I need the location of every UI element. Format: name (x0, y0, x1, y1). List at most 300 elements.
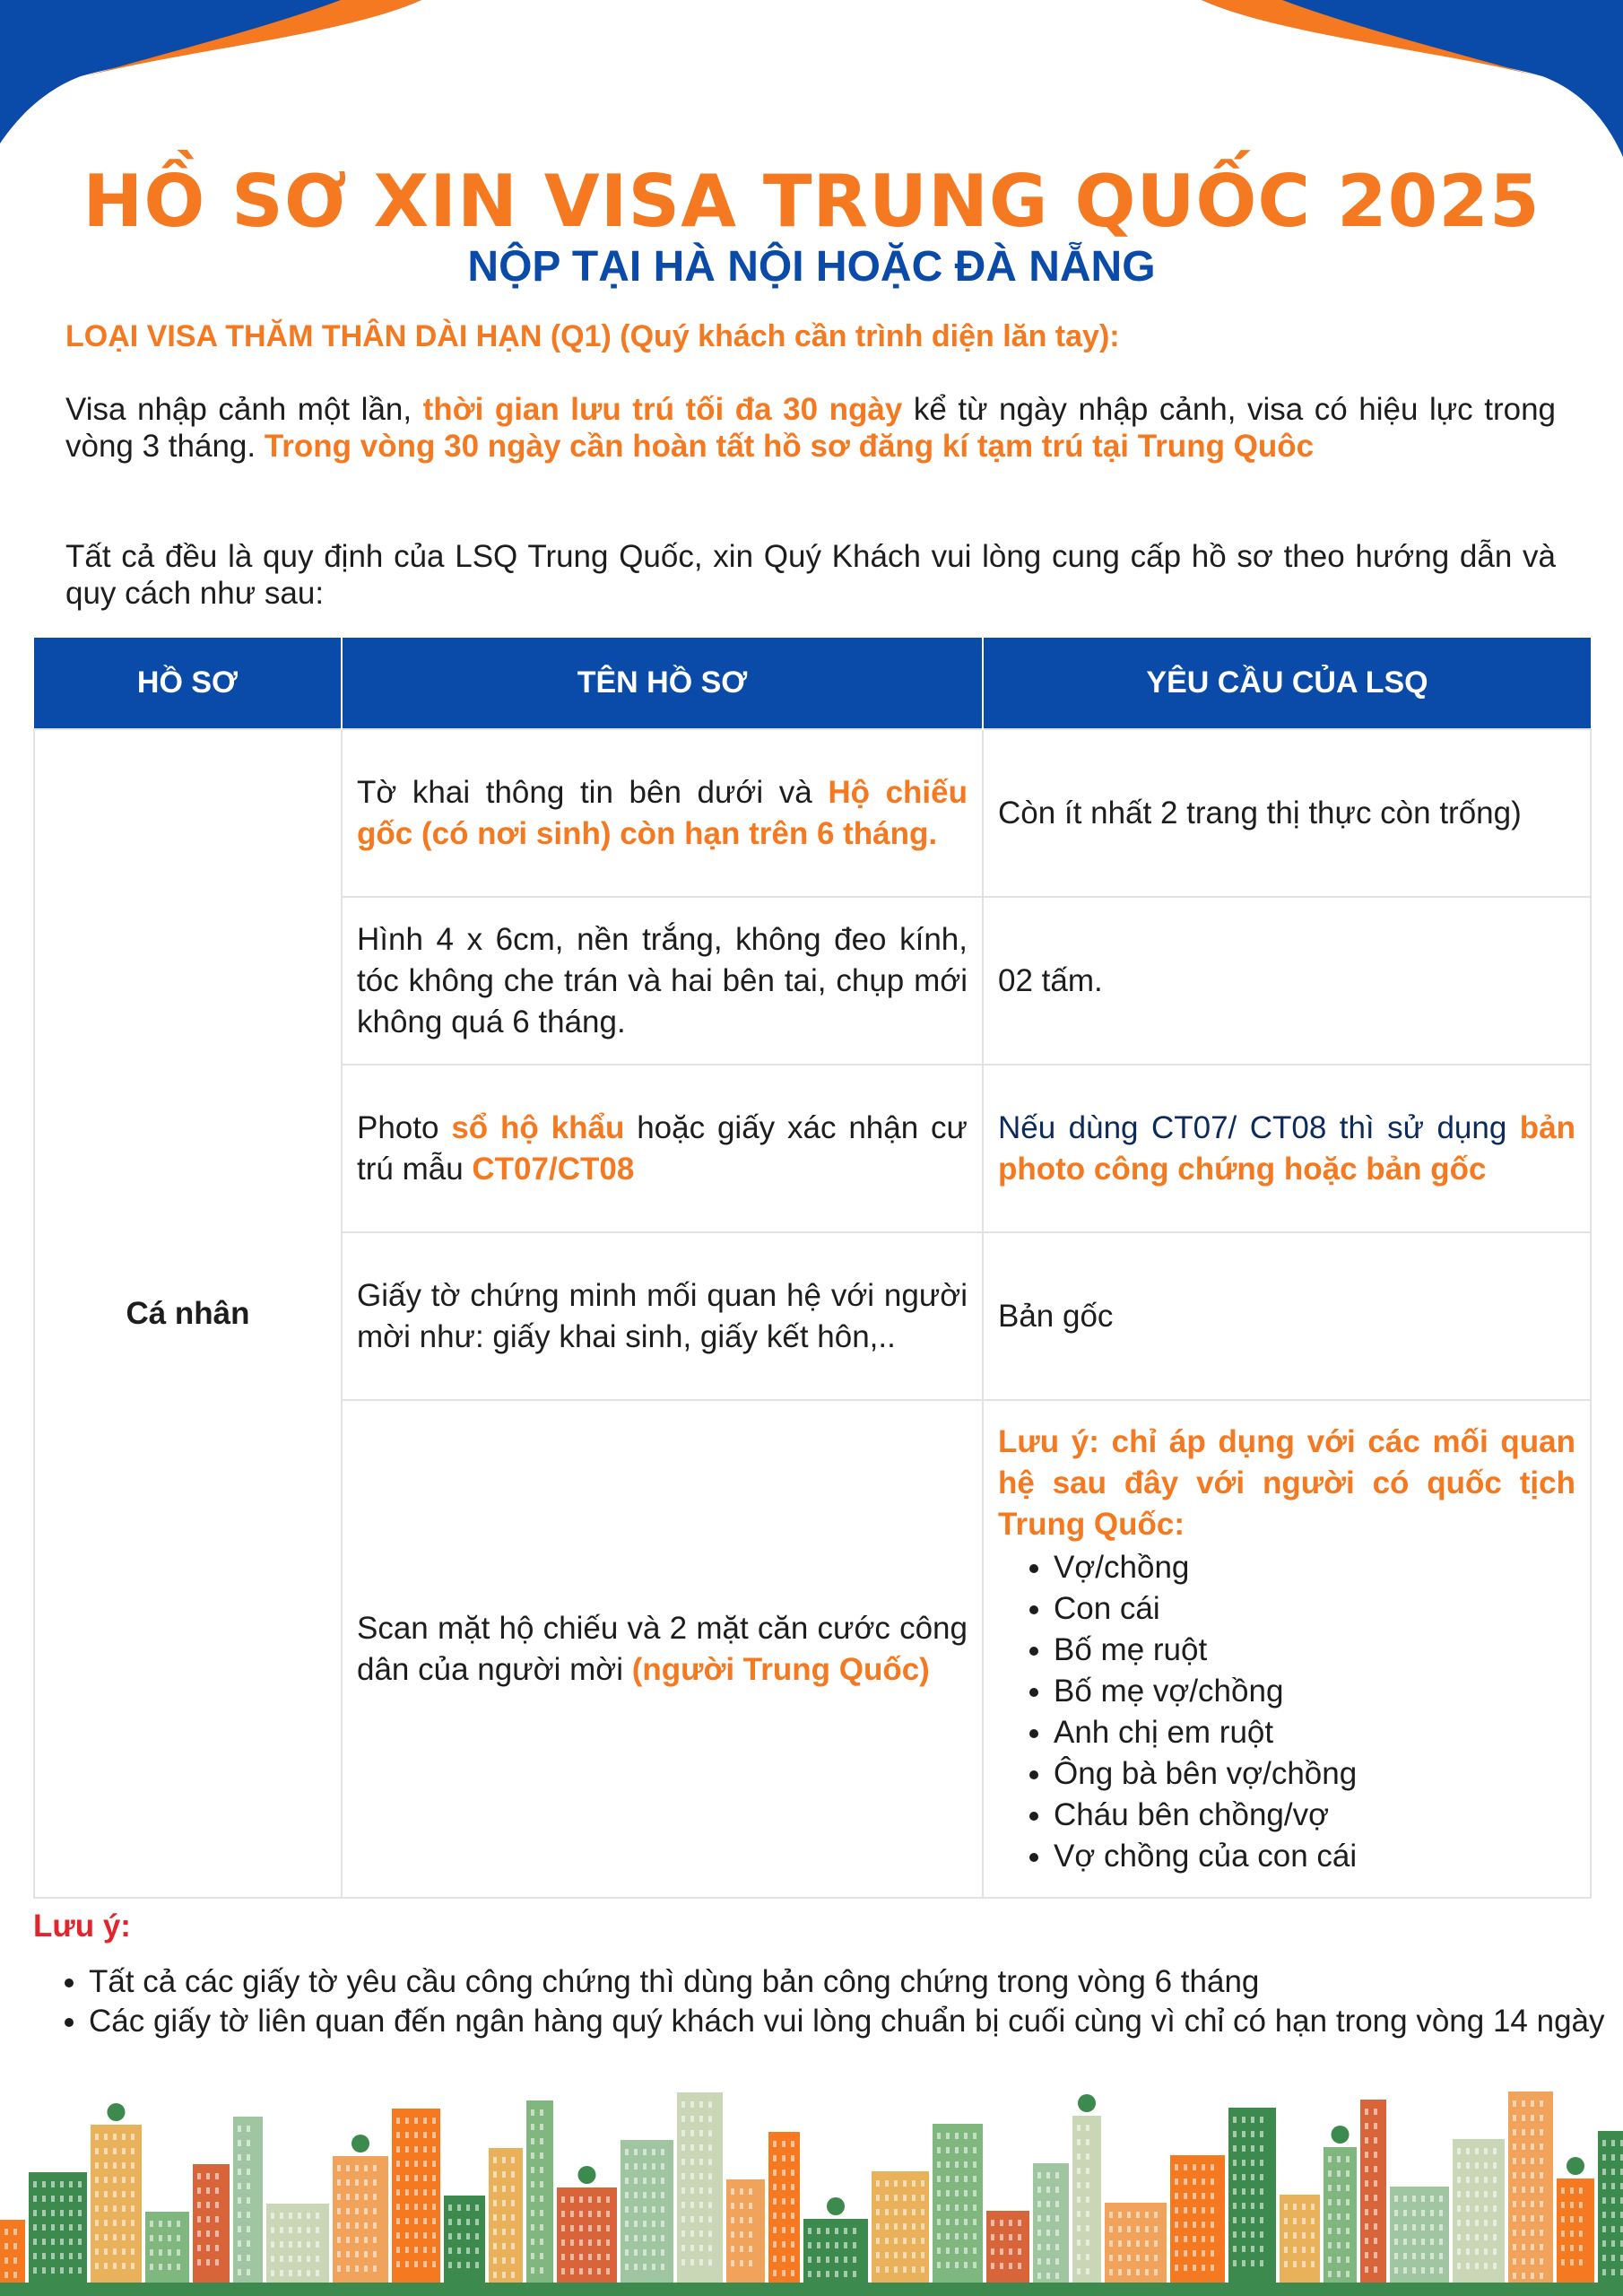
skyline-window (561, 2239, 565, 2246)
skyline-window (206, 2202, 210, 2208)
skyline-window (247, 2183, 250, 2189)
skyline-window (681, 2187, 685, 2194)
skyline-window (625, 2264, 629, 2270)
skyline-window (104, 2248, 108, 2255)
skyline-window (531, 2196, 534, 2202)
skyline-window (493, 2214, 497, 2221)
skyline-window (708, 2159, 712, 2165)
skyline-window (364, 2251, 368, 2257)
skyline-window (13, 2272, 17, 2278)
skyline-window (1493, 2234, 1497, 2240)
skyline-window (1211, 2207, 1214, 2213)
skyline-window (405, 2146, 409, 2152)
skyline-window (1466, 2234, 1470, 2240)
skyline-window (131, 2148, 135, 2154)
skyline-window (1136, 2240, 1140, 2247)
list-item: • Con cái (1054, 1588, 1575, 1630)
skyline-window (1211, 2164, 1214, 2170)
skyline-window (113, 2248, 117, 2255)
skyline-window (1202, 2250, 1205, 2257)
skyline-window (937, 2248, 941, 2254)
skyline-window (1233, 2231, 1237, 2238)
skyline-window (215, 2231, 219, 2237)
skyline-window (168, 2235, 171, 2241)
skyline-window (699, 2101, 703, 2108)
skyline-window (131, 2162, 135, 2169)
skyline-window (511, 2200, 515, 2206)
skyline-window (1611, 2269, 1615, 2275)
skyline-window (1037, 2187, 1041, 2193)
skyline-window (346, 2208, 350, 2214)
skyline-window (912, 2266, 916, 2273)
skyline-window (1412, 2224, 1416, 2231)
skyline-window (78, 2239, 82, 2245)
skyline-window (690, 2116, 694, 2122)
skyline-window (1145, 2269, 1149, 2275)
skyline-window (1439, 2253, 1443, 2259)
skyline-window (782, 2213, 785, 2219)
skyline-window (1136, 2269, 1140, 2275)
skyline-window (396, 2175, 400, 2181)
skyline-window (1202, 2222, 1205, 2228)
skyline-window (502, 2186, 506, 2192)
skyline-window (1346, 2228, 1350, 2234)
skyline-window (946, 2205, 950, 2211)
skyline-window (197, 2231, 201, 2237)
skyline-window (1531, 2172, 1534, 2179)
skyline-window (33, 2267, 37, 2274)
skyline-window (540, 2181, 543, 2187)
skyline-window (964, 2219, 968, 2225)
skyline-window (150, 2249, 153, 2256)
skyline-window (791, 2256, 794, 2262)
skyline-window (791, 2170, 794, 2176)
skyline-window (791, 2155, 794, 2161)
skyline-window (1457, 2220, 1461, 2226)
skyline-window (921, 2238, 924, 2244)
skyline-window (1493, 2162, 1497, 2169)
skyline-window (364, 2208, 368, 2214)
skyline-window (42, 2181, 46, 2187)
skyline-window (1439, 2196, 1443, 2202)
skyline-window (1184, 2265, 1187, 2271)
skyline-window (1403, 2253, 1407, 2259)
skyline-window (643, 2221, 647, 2227)
skyline-window (355, 2237, 359, 2243)
skyline-window (708, 2173, 712, 2179)
skyline-window (1412, 2267, 1416, 2274)
skyline-window (791, 2184, 794, 2190)
skyline-window (1531, 2273, 1534, 2279)
skyline-window (1540, 2244, 1543, 2250)
skyline-window (1531, 2187, 1534, 2193)
skyline-window (1611, 2212, 1615, 2218)
skyline-window (912, 2252, 916, 2258)
skyline-window (511, 2157, 515, 2163)
skyline-window (1374, 2109, 1377, 2115)
skyline-window (78, 2196, 82, 2202)
skyline-window (1531, 2158, 1534, 2164)
skyline-window (1175, 2236, 1178, 2242)
skyline-building (726, 2179, 765, 2283)
skyline-window (1403, 2196, 1407, 2202)
skyline-window (1365, 2166, 1368, 2172)
skyline-window (634, 2178, 638, 2184)
skyline-window (373, 2165, 377, 2171)
skyline-window (773, 2141, 777, 2147)
skyline-window (373, 2208, 377, 2214)
skyline-window (168, 2221, 171, 2227)
skyline-window (113, 2148, 117, 2154)
skyline-window (1328, 2242, 1332, 2248)
skyline-window (903, 2238, 907, 2244)
skyline-window (33, 2210, 37, 2216)
skyline-window (1421, 2239, 1425, 2245)
skyline-window (104, 2162, 108, 2169)
skyline-window (540, 2152, 543, 2159)
skyline-window (690, 2173, 694, 2179)
skyline-window (1086, 2211, 1089, 2217)
skyline-window (1430, 2239, 1434, 2245)
skyline-window (113, 2263, 117, 2269)
skyline-window (1439, 2224, 1443, 2231)
doc-highlight: CT07/CT08 (472, 1151, 635, 1187)
skyline-window (355, 2165, 359, 2171)
skyline-window (946, 2262, 950, 2268)
skyline-window (271, 2227, 274, 2233)
skyline-window (298, 2213, 301, 2219)
skyline-window (316, 2241, 319, 2248)
skyline-window (466, 2233, 470, 2239)
skyline-window (466, 2219, 470, 2225)
skyline-window (1484, 2162, 1488, 2169)
skyline-window (511, 2186, 515, 2192)
skyline-window (346, 2251, 350, 2257)
skyline-window (643, 2249, 647, 2256)
skyline-window (1430, 2267, 1434, 2274)
skyline-window (540, 2109, 543, 2116)
skyline-window (113, 2220, 117, 2226)
skyline-window (1109, 2255, 1113, 2261)
skyline-window (1251, 2145, 1254, 2152)
skyline-window (973, 2176, 976, 2182)
skyline-window (1202, 2179, 1205, 2185)
skyline-window (817, 2271, 820, 2277)
skyline-window (247, 2226, 250, 2232)
skyline-window (699, 2231, 703, 2237)
skyline-window (782, 2270, 785, 2276)
skyline-window (681, 2202, 685, 2208)
skyline-window (634, 2163, 638, 2170)
notes-list (33, 1962, 1613, 2041)
req-text: Nếu dùng CT07/ CT08 thì sử dụng (998, 1109, 1520, 1145)
skyline-window (448, 2233, 452, 2239)
skyline-window (1284, 2261, 1288, 2267)
skyline-window (238, 2183, 241, 2189)
skyline-window (502, 2200, 506, 2206)
skyline-window (238, 2126, 241, 2132)
skyline-window (643, 2235, 647, 2241)
skyline-window (708, 2245, 712, 2251)
skyline-window (1337, 2156, 1341, 2162)
skyline-window (699, 2187, 703, 2194)
skyline-window (826, 2228, 829, 2234)
skyline-window (903, 2266, 907, 2273)
skyline-window (1260, 2188, 1263, 2195)
skyline-window (1086, 2139, 1089, 2145)
skyline-window (991, 2248, 994, 2255)
skyline-window (1493, 2148, 1497, 2154)
skyline-window (540, 2253, 543, 2259)
skyline-window (1136, 2212, 1140, 2218)
skyline-window (1531, 2201, 1534, 2207)
skyline-window (1251, 2188, 1254, 2195)
skyline-window (396, 2247, 400, 2253)
skyline-window (373, 2222, 377, 2229)
skyline-window (1531, 2100, 1534, 2107)
skyline-window (690, 2159, 694, 2165)
skyline-window (921, 2195, 924, 2201)
doc-text: hoặc giấy xác nhận cư trú mẫu (357, 1109, 968, 1187)
skyline-window (1540, 2100, 1543, 2107)
skyline-window (1293, 2204, 1297, 2210)
skyline-window (1046, 2273, 1050, 2279)
skyline-window (937, 2219, 941, 2225)
skyline-window (1513, 2158, 1516, 2164)
intro-paragraph-1 (65, 391, 1556, 465)
skyline-window (731, 2246, 734, 2252)
skyline-window (876, 2195, 880, 2201)
skyline-window (853, 2271, 856, 2277)
skyline-window (1457, 2191, 1461, 2197)
skyline-window (1579, 2187, 1583, 2194)
skyline-window (690, 2245, 694, 2251)
skyline-window (206, 2187, 210, 2194)
skyline-window (1251, 2160, 1254, 2166)
skyline-window (298, 2270, 301, 2276)
skyline-window (1193, 2265, 1196, 2271)
skyline-window (1302, 2232, 1306, 2239)
skyline-window (964, 2147, 968, 2153)
skyline-window (396, 2204, 400, 2210)
skyline-window (921, 2209, 924, 2215)
skyline-window (579, 2225, 583, 2231)
skyline-window (1009, 2220, 1012, 2226)
skyline-window (782, 2141, 785, 2147)
skyline-window (1466, 2248, 1470, 2255)
skyline-window (364, 2179, 368, 2186)
list-item: • Tất cả các giấy tờ yêu cầu công chứng thì dùng bản công chứng trong vòng 6 tháng (89, 1962, 1613, 2002)
skyline-window (782, 2227, 785, 2233)
doc-name (342, 1400, 983, 1898)
skyline-window (1127, 2226, 1131, 2232)
skyline-window (1439, 2239, 1443, 2245)
skyline-window (973, 2248, 976, 2254)
list-item: • Ông bà bên vợ/chồng (1054, 1753, 1575, 1795)
skyline-window (215, 2216, 219, 2222)
skyline-window (749, 2246, 752, 2252)
skyline-window (708, 2231, 712, 2237)
skyline-window (1018, 2263, 1021, 2269)
skyline-window (168, 2264, 171, 2270)
skyline-window (1193, 2179, 1196, 2185)
skyline-window (853, 2242, 856, 2248)
skyline-window (1475, 2263, 1479, 2269)
skyline-window (955, 2262, 959, 2268)
skyline-window (973, 2161, 976, 2168)
skyline-window (364, 2165, 368, 2171)
skyline-window (540, 2239, 543, 2245)
skyline-window (122, 2234, 126, 2240)
skyline-window (502, 2243, 506, 2249)
skyline-window (1522, 2144, 1525, 2150)
skyline-window (448, 2262, 452, 2268)
skyline-window (690, 2130, 694, 2136)
doc-name (342, 729, 983, 897)
skyline-window (912, 2180, 916, 2187)
skyline-window (1175, 2250, 1178, 2257)
skyline-window (95, 2134, 99, 2140)
skyline-window (773, 2198, 777, 2205)
skyline-window (773, 2170, 777, 2176)
skyline-window (1086, 2254, 1089, 2260)
skyline-tower-top (1078, 2094, 1096, 2112)
skyline-window (113, 2134, 117, 2140)
skyline-window (643, 2264, 647, 2270)
skyline-building (0, 2220, 25, 2283)
skyline-tower-top (352, 2135, 369, 2152)
skyline-window (937, 2147, 941, 2153)
skyline-window (1077, 2153, 1081, 2160)
skyline-window (197, 2202, 201, 2208)
skyline-window (876, 2223, 880, 2230)
skyline-window (247, 2255, 250, 2261)
skyline-window (104, 2191, 108, 2197)
skyline-window (1540, 2273, 1543, 2279)
skyline-window (78, 2181, 82, 2187)
skyline-window (69, 2267, 73, 2274)
skyline-window (1513, 2100, 1516, 2107)
skyline-window (1365, 2195, 1368, 2201)
skyline-window (197, 2245, 201, 2251)
skyline-window (1337, 2228, 1341, 2234)
skyline-window (289, 2256, 292, 2262)
skyline-window (1602, 2140, 1606, 2146)
skyline-window (1602, 2212, 1606, 2218)
skyline-window (894, 2238, 898, 2244)
skyline-window (1136, 2255, 1140, 2261)
skyline-window (1260, 2217, 1263, 2223)
skyline-window (1522, 2187, 1525, 2193)
skyline-window (1242, 2246, 1245, 2252)
skyline-window (373, 2179, 377, 2186)
skyline-window (423, 2175, 427, 2181)
skyline-window (1493, 2191, 1497, 2197)
skyline-window (652, 2206, 655, 2213)
skyline-window (773, 2184, 777, 2190)
skyline-window (964, 2133, 968, 2139)
skyline-window (1109, 2240, 1113, 2247)
skyline-window (708, 2116, 712, 2122)
skyline-window (307, 2256, 310, 2262)
skyline-window (289, 2270, 292, 2276)
skyline-window (661, 2192, 664, 2198)
skyline-window (1302, 2261, 1306, 2267)
skyline-window (937, 2233, 941, 2239)
skyline-window (1046, 2187, 1050, 2193)
skyline-window (808, 2257, 812, 2263)
skyline-window (1202, 2164, 1205, 2170)
doc-requirement (983, 1400, 1591, 1898)
skyline-window (60, 2253, 64, 2259)
skyline-window (1430, 2224, 1434, 2231)
skyline-window (579, 2254, 583, 2260)
skyline-window (1374, 2137, 1377, 2144)
skyline-window (699, 2173, 703, 2179)
skyline-window (113, 2177, 117, 2183)
skyline-window (946, 2133, 950, 2139)
skyline-building (872, 2171, 929, 2283)
skyline-window (955, 2248, 959, 2254)
skyline-window (1475, 2191, 1479, 2197)
skyline-window (1037, 2258, 1041, 2265)
skyline-window (33, 2253, 37, 2259)
skyline-window (1242, 2131, 1245, 2137)
skyline-window (1457, 2234, 1461, 2240)
skyline-window (1602, 2154, 1606, 2161)
skyline-window (531, 2138, 534, 2144)
skyline-window (405, 2247, 409, 2253)
skyline-window (1611, 2197, 1615, 2204)
skyline-window (597, 2196, 601, 2203)
skyline-window (740, 2188, 743, 2195)
skyline-window (364, 2222, 368, 2229)
skyline-window (912, 2238, 916, 2244)
skyline-window (396, 2161, 400, 2167)
skyline-window (1457, 2162, 1461, 2169)
header-ten-ho-so: TÊN HỒ SƠ (342, 638, 983, 729)
skyline-window (681, 2130, 685, 2136)
skyline-window (78, 2267, 82, 2274)
skyline-window (885, 2238, 889, 2244)
skyline-window (414, 2218, 418, 2224)
skyline-window (1394, 2239, 1398, 2245)
skyline-window (346, 2266, 350, 2272)
skyline-window (690, 2231, 694, 2237)
skyline-window (1233, 2203, 1237, 2209)
skyline-window (561, 2211, 565, 2217)
skyline-window (835, 2257, 838, 2263)
skyline-window (1430, 2210, 1434, 2216)
skyline-window (1233, 2260, 1237, 2266)
skyline-window (964, 2161, 968, 2168)
skyline-window (1046, 2172, 1050, 2179)
skyline-window (1175, 2193, 1178, 2199)
skyline-window (1611, 2226, 1615, 2232)
skyline-window (432, 2204, 436, 2210)
skyline-window (423, 2232, 427, 2239)
skyline-window (1540, 2201, 1543, 2207)
skyline-window (1337, 2257, 1341, 2263)
skyline-window (1328, 2257, 1332, 2263)
skyline-window (652, 2192, 655, 2198)
skyline-window (1284, 2218, 1288, 2224)
skyline-window (973, 2190, 976, 2196)
skyline-window (1018, 2234, 1021, 2240)
skyline-window (95, 2205, 99, 2212)
skyline-window (1430, 2253, 1434, 2259)
skyline-window (946, 2161, 950, 2168)
